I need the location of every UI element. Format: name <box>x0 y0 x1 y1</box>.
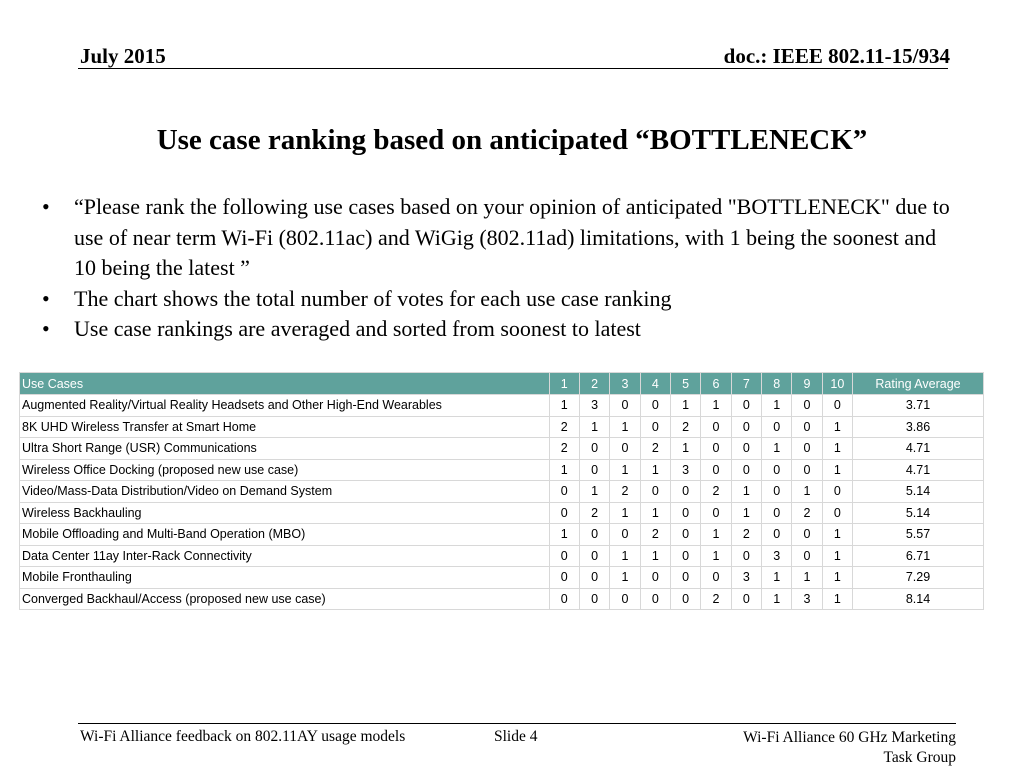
vote-count-cell: 1 <box>640 545 670 567</box>
vote-count-cell: 0 <box>762 481 792 503</box>
vote-count-cell: 1 <box>549 524 579 546</box>
vote-count-cell: 1 <box>549 395 579 417</box>
vote-count-cell: 1 <box>822 416 852 438</box>
vote-count-cell: 1 <box>701 524 731 546</box>
column-header-rank: 5 <box>670 373 700 395</box>
slide-number: Slide 4 <box>494 728 538 745</box>
vote-count-cell: 0 <box>731 588 761 610</box>
vote-count-cell: 1 <box>822 545 852 567</box>
vote-count-cell: 0 <box>701 459 731 481</box>
bullet-text: Use case rankings are averaged and sorted from soonest to latest <box>74 316 641 341</box>
column-header-rank: 6 <box>701 373 731 395</box>
vote-count-cell: 2 <box>640 524 670 546</box>
vote-count-cell: 0 <box>640 416 670 438</box>
table-row <box>20 438 984 460</box>
rating-average-cell: 5.14 <box>853 481 984 503</box>
vote-count-cell: 0 <box>762 502 792 524</box>
table-row <box>20 416 984 438</box>
rating-average-cell: 7.29 <box>853 567 984 589</box>
vote-count-cell: 2 <box>549 438 579 460</box>
vote-count-cell: 0 <box>579 545 609 567</box>
footer-left-text: Wi-Fi Alliance feedback on 802.11AY usage models <box>80 728 406 745</box>
vote-count-cell: 1 <box>762 438 792 460</box>
use-case-cell: Data Center 11ay Inter-Rack Connectivity <box>20 545 550 567</box>
vote-count-cell: 0 <box>670 545 700 567</box>
rating-average-cell: 8.14 <box>853 588 984 610</box>
vote-count-cell: 0 <box>822 395 852 417</box>
ranking-table <box>19 372 984 610</box>
vote-count-cell: 0 <box>701 502 731 524</box>
vote-count-cell: 0 <box>701 438 731 460</box>
bullet-list <box>40 192 960 345</box>
bullet-dot-icon: • <box>42 194 50 219</box>
vote-count-cell: 0 <box>731 416 761 438</box>
rating-average-cell: 6.71 <box>853 545 984 567</box>
vote-count-cell: 0 <box>731 545 761 567</box>
vote-count-cell: 1 <box>762 395 792 417</box>
vote-count-cell: 0 <box>579 524 609 546</box>
vote-count-cell: 1 <box>701 395 731 417</box>
vote-count-cell: 0 <box>792 438 822 460</box>
vote-count-cell: 2 <box>610 481 640 503</box>
column-header-rank: 10 <box>822 373 852 395</box>
table-row <box>20 588 984 610</box>
vote-count-cell: 1 <box>670 438 700 460</box>
column-header-rank: 2 <box>579 373 609 395</box>
vote-count-cell: 0 <box>640 588 670 610</box>
vote-count-cell: 0 <box>579 459 609 481</box>
vote-count-cell: 0 <box>731 459 761 481</box>
vote-count-cell: 0 <box>792 395 822 417</box>
vote-count-cell: 1 <box>822 567 852 589</box>
vote-count-cell: 1 <box>610 416 640 438</box>
table-row <box>20 481 984 503</box>
column-header-use-cases: Use Cases <box>20 373 550 395</box>
vote-count-cell: 0 <box>792 416 822 438</box>
rating-average-cell: 3.86 <box>853 416 984 438</box>
use-case-cell: Ultra Short Range (USR) Communications <box>20 438 550 460</box>
vote-count-cell: 1 <box>610 545 640 567</box>
vote-count-cell: 0 <box>731 438 761 460</box>
vote-count-cell: 0 <box>610 588 640 610</box>
vote-count-cell: 1 <box>549 459 579 481</box>
bullet-item <box>40 284 960 315</box>
vote-count-cell: 3 <box>579 395 609 417</box>
rating-average-cell: 5.14 <box>853 502 984 524</box>
column-header-rank: 1 <box>549 373 579 395</box>
vote-count-cell: 1 <box>822 438 852 460</box>
vote-count-cell: 1 <box>579 481 609 503</box>
vote-count-cell: 2 <box>731 524 761 546</box>
vote-count-cell: 0 <box>670 567 700 589</box>
header-date: July 2015 <box>80 44 166 68</box>
table-header-row <box>20 373 984 395</box>
vote-count-cell: 0 <box>549 502 579 524</box>
vote-count-cell: 1 <box>610 459 640 481</box>
vote-count-cell: 0 <box>640 395 670 417</box>
vote-count-cell: 0 <box>731 395 761 417</box>
header-doc-id: doc.: IEEE 802.11-15/934 <box>723 44 950 68</box>
header-divider <box>78 68 948 69</box>
vote-count-cell: 0 <box>762 416 792 438</box>
vote-count-cell: 1 <box>792 481 822 503</box>
table-row <box>20 395 984 417</box>
footer-right-text <box>743 728 956 768</box>
vote-count-cell: 1 <box>579 416 609 438</box>
vote-count-cell: 0 <box>822 481 852 503</box>
vote-count-cell: 2 <box>670 416 700 438</box>
column-header-rank: 4 <box>640 373 670 395</box>
use-case-cell: Wireless Backhauling <box>20 502 550 524</box>
column-header-rank: 9 <box>792 373 822 395</box>
rating-average-cell: 4.71 <box>853 438 984 460</box>
vote-count-cell: 1 <box>670 395 700 417</box>
vote-count-cell: 1 <box>610 567 640 589</box>
vote-count-cell: 0 <box>792 545 822 567</box>
vote-count-cell: 3 <box>670 459 700 481</box>
bullet-text: The chart shows the total number of votes for each use case ranking <box>74 285 672 311</box>
vote-count-cell: 0 <box>610 524 640 546</box>
vote-count-cell: 0 <box>701 416 731 438</box>
vote-count-cell: 0 <box>549 481 579 503</box>
bullet-item <box>40 192 960 284</box>
use-case-cell: 8K UHD Wireless Transfer at Smart Home <box>20 416 550 438</box>
vote-count-cell: 0 <box>701 567 731 589</box>
vote-count-cell: 3 <box>762 545 792 567</box>
vote-count-cell: 0 <box>579 567 609 589</box>
table-body <box>20 395 984 610</box>
use-case-cell: Wireless Office Docking (proposed new use case) <box>20 459 550 481</box>
rating-average-cell: 4.71 <box>853 459 984 481</box>
footer-org-line: Wi-Fi Alliance 60 GHz Marketing <box>743 729 956 746</box>
column-header-rating-average: Rating Average <box>853 373 984 395</box>
vote-count-cell: 1 <box>762 588 792 610</box>
column-header-rank: 3 <box>610 373 640 395</box>
vote-count-cell: 1 <box>731 502 761 524</box>
table-row <box>20 502 984 524</box>
vote-count-cell: 1 <box>640 502 670 524</box>
use-case-cell: Augmented Reality/Virtual Reality Headsets and Other High-End Wearables <box>20 395 550 417</box>
vote-count-cell: 0 <box>579 438 609 460</box>
footer-group-line: Task Group <box>883 749 956 766</box>
vote-count-cell: 1 <box>640 459 670 481</box>
vote-count-cell: 3 <box>731 567 761 589</box>
vote-count-cell: 0 <box>579 588 609 610</box>
use-case-cell: Mobile Fronthauling <box>20 567 550 589</box>
vote-count-cell: 2 <box>701 588 731 610</box>
vote-count-cell: 1 <box>762 567 792 589</box>
vote-count-cell: 1 <box>822 524 852 546</box>
vote-count-cell: 0 <box>610 438 640 460</box>
vote-count-cell: 0 <box>549 588 579 610</box>
vote-count-cell: 0 <box>670 588 700 610</box>
vote-count-cell: 1 <box>792 567 822 589</box>
table-row <box>20 545 984 567</box>
bullet-dot-icon: • <box>42 316 50 341</box>
bullet-item <box>40 314 960 345</box>
vote-count-cell: 1 <box>701 545 731 567</box>
column-header-rank: 7 <box>731 373 761 395</box>
slide-title: Use case ranking based on anticipated “BOTTLENECK” <box>156 124 868 156</box>
vote-count-cell: 0 <box>670 502 700 524</box>
vote-count-cell: 0 <box>549 545 579 567</box>
vote-count-cell: 0 <box>670 481 700 503</box>
vote-count-cell: 1 <box>822 588 852 610</box>
vote-count-cell: 0 <box>549 567 579 589</box>
table-row <box>20 524 984 546</box>
column-header-rank: 8 <box>762 373 792 395</box>
vote-count-cell: 1 <box>731 481 761 503</box>
vote-count-cell: 1 <box>822 459 852 481</box>
vote-count-cell: 0 <box>610 395 640 417</box>
footer-divider <box>78 723 956 724</box>
bullet-text: “Please rank the following use cases based on your opinion of anticipated "BOTTLENECK" due to use of near term Wi-Fi (802.11ac) and WiGig (802.11ad) limitations, with 1 being the soonest and 10 being the latest ” <box>74 194 950 280</box>
vote-count-cell: 2 <box>792 502 822 524</box>
vote-count-cell: 3 <box>792 588 822 610</box>
use-case-cell: Video/Mass-Data Distribution/Video on Demand System <box>20 481 550 503</box>
use-case-cell: Converged Backhaul/Access (proposed new use case) <box>20 588 550 610</box>
vote-count-cell: 0 <box>640 567 670 589</box>
vote-count-cell: 0 <box>670 524 700 546</box>
vote-count-cell: 2 <box>701 481 731 503</box>
vote-count-cell: 0 <box>640 481 670 503</box>
vote-count-cell: 2 <box>640 438 670 460</box>
rating-average-cell: 5.57 <box>853 524 984 546</box>
vote-count-cell: 0 <box>762 459 792 481</box>
table-row <box>20 459 984 481</box>
vote-count-cell: 0 <box>792 459 822 481</box>
table-row <box>20 567 984 589</box>
rating-average-cell: 3.71 <box>853 395 984 417</box>
vote-count-cell: 1 <box>610 502 640 524</box>
vote-count-cell: 2 <box>579 502 609 524</box>
bullet-dot-icon: • <box>42 285 50 311</box>
vote-count-cell: 2 <box>549 416 579 438</box>
use-case-cell: Mobile Offloading and Multi-Band Operation (MBO) <box>20 524 550 546</box>
vote-count-cell: 0 <box>762 524 792 546</box>
vote-count-cell: 0 <box>822 502 852 524</box>
vote-count-cell: 0 <box>792 524 822 546</box>
